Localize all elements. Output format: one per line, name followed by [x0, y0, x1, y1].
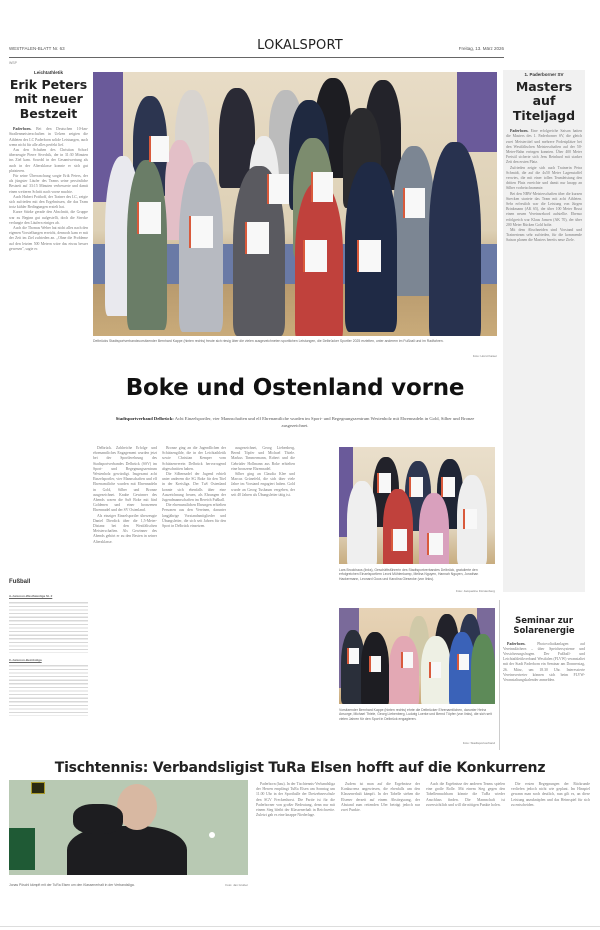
seminar-dateline: Paderborn.: [507, 641, 526, 646]
main-col-2: Bronze ging an die Jugendlichen der Schützengilde, die in der Leichtathletik sowie Christian Kemper vom Schützenverein Delbrück hervorragend abgeschnitten haben. Die Silbernadel der Jugend erhielt unter anderem die SG Boke für den Titel in der Kreisliga. Der TuS Ostenland konnte sich ebenfalls über eine Auszeichnung freuen, als Ehrungen der Jugendmannschaften im Bereich Fußball. Die ehrenamtlichen Ehrungen erhielten Personen aus den Vereinen, darunter langjährige Vorstandsmitglieder und Übungsleiter, die sich seit Jahren für den Sport in Delbrück einsetzen.: [162, 446, 226, 529]
player-head: [117, 784, 157, 830]
scoreboard-icon: [31, 782, 45, 794]
table-tennis-photo: [9, 780, 248, 875]
main-group-photo: [93, 72, 497, 336]
table-tennis-credit: Foto: Jan Gruber: [225, 883, 248, 887]
volunteers-photo: [339, 608, 495, 704]
football-table-2: C-Junioren-Bezirksliga: [9, 659, 88, 717]
main-photo-caption: Delbrücks Stadtsportverbandsvorsitzender Bernhard Kappe (hinten rechts) freute sich riesig über die vielen ausgezeichneten sportlichen Leistungen, die Delbrücker Sportler 2025 erzielten, unter anderem im Fußball und im Radfahren.: [93, 339, 444, 343]
volunteers-photo-caption: Vorsitzender Bernhard Kappe (hinten rechts) ehrte die Delbrücker Ehrenamtlichen, darunter Heinz Ansorge, Michael Thiele, Georg Liebenberg, Ludwig Loerke und Bernd Töpfer (von links), die sich seit vielen Jahren für den Sport in Delbrück engagieren.: [339, 708, 492, 721]
volunteers-photo-credit: Foto: Stadtsportverband: [462, 741, 495, 745]
right-dateline: Paderborn.: [510, 129, 529, 134]
player-arm: [73, 804, 123, 834]
main-col-3: ausgezeichnet, Georg Liebenberg, Bernd Töpfer und Michael Thiele. Markus Timmermann, Robert und die Gebrüder Hollmann aus Boke erhielten eine bronzene Ehrennadel. Silber ging an Claudia Klee und Marcus Grünefeld, die sich über viele Jahre im Vorstand engagiert haben. Gold wurde an Georg Tusbaum vergeben, der seit 40 Jahren als Übungsleiter tätig ist.: [231, 446, 295, 497]
main-photo-credit: Foto: Horst Kaiser: [472, 354, 497, 358]
curtain-right: [457, 72, 497, 152]
main-col-1: Delbrück. Zahlreiche Erfolge und ehrenamtliches Engagement wurden jetzt bei der Sportlerehrung des Stadtsportverbandes Delbrück (SSV) im Sport- und Begegnungszentrum Westenholz gewürdigt. Insgesamt acht Einzelsportler, vier Mannschaften und elf Ehrenamtliche wurden mit Ehrennadeln in Gold, Silber und Bronze ausgezeichnet. Knabe Gewinner des Abends waren die SuS Boke mit fünf Goldenen und einer bronzenen Ehrennadel und der SV Ostenland. Als einziger Einzelsportler überzeugte Daniel Dierdick über die 1,5-Meter-Distanz bei den Westfälischen Meisterschaften. Als Gewinner des Abends gehört er zu den Besten in seiner Altersklasse.: [93, 446, 157, 544]
athletes-photo: [339, 447, 495, 564]
column-divider: [499, 600, 500, 750]
table-tennis-caption: Jonas Pöschl kämpft mit der TuRa Elsen um den Klassenerhalt in der Verbandsliga.: [9, 883, 135, 887]
barrier: [9, 828, 35, 870]
tt-col-2: Zudem ist man auf die Ergebnisse der Konkurrenz angewiesen, die ebenfalls um den Klassenerhalt kämpft. In der Tabelle stehen die Elsener derzeit auf einem Abstiegsrang, der Abstand zum rettenden Ufer beträgt jedoch nur zwei Punkte.: [341, 782, 420, 813]
player-shirt: [67, 826, 187, 875]
tt-col-4: Die ersten Begegnungen der Rückrunde verliefen jedoch nicht wie geplant. Im Hinspiel gewann man noch deutlich, nun gilt es, an diese Leistung anzuknüpfen und das Heimspiel für sich zu entscheiden.: [511, 782, 590, 807]
ball: [209, 832, 215, 838]
lead-bold: Stadtsportverband Delbrück:: [115, 416, 174, 421]
right-headline: Masters auf Titeljagd: [512, 79, 576, 123]
seminar-headline: Seminar zur Solarenergie: [513, 616, 575, 636]
left-kicker: Leichtathletik: [33, 70, 63, 75]
tt-col-3: Auch die Ergebnisse der anderen Teams spielen eine große Rolle. Mit einem Sieg gegen den Tabellennachbarn könnte die TuRa wieder Anschluss finden. Die Mannschaft ist zuversichtlich und will die nötigen Punkte holen.: [426, 782, 505, 807]
left-article: [9, 70, 88, 716]
left-dateline: Paderborn.: [13, 127, 32, 132]
table-rows: [9, 664, 88, 716]
football-label: Fußball: [9, 579, 31, 586]
main-headline: Boke und Ostenland vorne: [125, 375, 465, 401]
main-lead: [110, 416, 480, 430]
page-bottom-rule: [0, 926, 600, 927]
tt-col-1: Paderborn (hau). In der Tischtennis-Verbandsliga der Herren empfängt TuRa Elsen am Sonntag um 11.00 Uhr in der Sporthalle der Dreizehnerschule den SGV Freckenhorst. Die Partie ist für die Paderborner von großer Bedeutung, denn nur mit einem Sieg bleibt der Klassenerhalt in Reichweite. Zuletzt gab es eine knappe Niederlage.: [256, 782, 335, 818]
right-body: Paderborn. Eine erfolgreiche Saison hatten die Masters des 1. Paderborner SV, die gleich zwei Meistertitel und mehrere Podestplätze bei den Westfälischen Meisterschaften auf der 50-Meter-Bahn erringen konnten. Über 400 Meter Freistil sicherte sich Jens Reinhard mit starker Zeit den ersten Platz. Zufrieden zeigte sich auch Trainerin Petra Schmidt, die auf die 4x50 Meter Lagenstaffel verwies, die mit einer tollen Teamleistung den dritten Platz erreichte und damit nur knapp an Silber vorbeischrammte. Bei den NRW-Meisterschaften über die kurzen Strecken startete das Team mit acht Athleten. Sehr erfreulich war die Leistung von Jürgen Brinkmann (AK 65), der über 100 Meter Brust einen neuen Vereinsrekord aufstellte. Ebenso erfolgreich war Klaus Jansen (AK 70), der über 200 Meter Rücken Gold holte. Mit dem Abschneiden sind Vorstand und Trainerteam sehr zufrieden, für die kommende Saison planen die Masters bereits neue Ziele.: [506, 129, 582, 243]
athletes-photo-credit: Foto: Jacqueline Fürstenberg: [455, 589, 495, 593]
right-article-box: [503, 70, 585, 592]
left-body: Paderborn. Bei den Deutschen 10-km-Straßenmeisterschaften in Uelzen zeigten die Athleten des LC Paderborn solide Leistungen, auch wenn nicht für alle alles perfekt lief. Aus den Schuhen des Christian Schorf überzeugte Pierre Sivechik, der in 31:30 Minuten ins Ziel kam. Sowohl in der Gesamtwertung als auch in der Altersklasse konnte er sich gut platzieren. Für seine Überraschung sorgte Erik Peters, der als jüngster Läufer des Teams seine persönliche Bestzeit auf 33:15 Minuten verbesserte und damit einen weiteren Schritt nach vorne machte. Auch Hubert Potthoff, der Trainer des LC, zeigte sich zufrieden mit den Ergebnissen, die das Team trotz kühler Bedingungen erzielt hat. Kurze Stärke gerade den Abschnitt, die Gruppe war zu Beginn gut aufgestellt, doch die Strecke verlangte den Läufern einiges ab. Auch die Thomas Weber hat nicht alles nach den eigenen Vorstellungen erreicht, dennoch kam er mit der Zeit im Ziel zufrieden an. „Ohne die Probleme auf den letzten 500 Metern wäre das etwas besser gewesen", sagte er.: [9, 127, 88, 251]
page-ref: WSP: [9, 61, 17, 65]
right-kicker: 1. Paderborner SV: [524, 72, 564, 77]
paper-info: WESTFALEN-BLATT Nr. 63: [9, 46, 65, 51]
athletes-photo-caption: Lars Brockhaus (links), Geschäftsführerin des Stadtsportverbandes Delbrück, gratulierte den erfolgreichen Einzelsportlern Leoni Mühlenkamp, Melina Nguyen, Hannah Nguyen, Jonathan Hackermann, Leonard Goos und Karolina Giesecke (von links).: [339, 568, 479, 581]
issue-date: Freitag, 13. März 2026: [458, 46, 504, 51]
table-rows: [9, 601, 88, 653]
table-tennis-headline: Tischtennis: Verbandsligist TuRa Elsen hofft auf die Konkurrenz: [54, 760, 546, 776]
football-table-1: A-Junioren-Westfalenliga St. 2: [9, 595, 88, 653]
masthead-rule: [9, 57, 504, 58]
section-title: LOKALSPORT: [257, 38, 343, 53]
left-headline: Erik Peters mit neuer Bestzeit: [9, 77, 88, 121]
lead-text: Acht Einzelsportler, vier Mannschaften und elf Ehrenamtliche wurden im Sport- und Begegnungszentrum Westenholz mit Ehrennadeln in Gold, Silber und Bronze ausgezeichnet.: [174, 416, 475, 428]
seminar-article: [503, 617, 585, 742]
seminar-body: Paderborn. Photovoltaikanlagen auf Vereinsdächern – über Speichersysteme und Versicherungsfragen. Der Fußball- und Leichtathletikverband Westfalen (FLVW) veranstaltet mit der Stadt Paderborn ein Seminar am Donnerstag, 26. März, um 18.30 Uhr. Interessierte Vereinsvertreter können sich beim FLVW-Veranstaltungskalender anmelden.: [503, 641, 585, 682]
